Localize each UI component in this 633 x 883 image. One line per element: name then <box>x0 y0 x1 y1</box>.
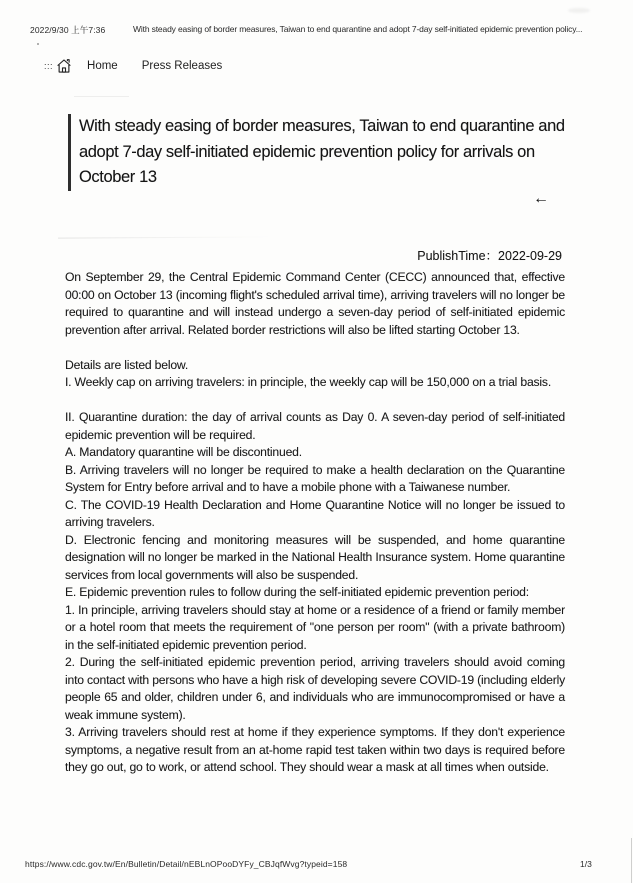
scan-artifact-faintline <box>74 96 129 97</box>
article-paragraph: II. Quarantine duration: the day of arrival counts as Day 0. A seven-day period of self-initiated epidemic prevention will be required. <box>65 410 565 442</box>
source-url: https://www.cdc.gov.tw/En/Bulletin/Detail/nEBLnOPooDYFy_CBJqfWvg?typeid=158 <box>25 859 348 869</box>
article-body <box>65 269 565 777</box>
breadcrumb-item-press-releases[interactable]: Press Releases <box>141 59 223 72</box>
article-paragraph: 3. Arriving travelers should rest at home if they experience symptoms. If they don't experience symptoms, a negative result from an at-home rapid test taken within two days is required before they go out, go to work, or attend school. They should wear a mask at all times when outside. <box>65 725 565 774</box>
article-paragraph: On September 29, the Central Epidemic Command Center (CECC) announced that, effective 00:00 on October 13 (incoming flight's scheduled arrival time), arriving travelers will no longer be required to quarantine and will instead undergo a seven-day period of self-initiated epidemic prevention after arrival. Related border restrictions will also be lifted starting October 13. <box>65 270 565 337</box>
home-icon[interactable] <box>55 56 74 75</box>
publish-time: PublishTime：2022-09-29 <box>417 249 562 263</box>
article-paragraph: C. The COVID-19 Health Declaration and Home Quarantine Notice will no longer be issued to arriving travelers. <box>65 497 565 529</box>
article-paragraph: I. Weekly cap on arriving travelers: in principle, the weekly cap will be 150,000 on a trial basis. <box>65 375 552 389</box>
scan-artifact-dot <box>37 43 39 45</box>
article-paragraph: 1. In principle, arriving travelers should stay at home or a residence of a friend or family member or a hotel room that meets the requirement of "one person per room" (with a private bathroom) in the self-initiated epidemic prevention period. <box>65 602 565 652</box>
print-document-title: With steady easing of border measures, Taiwan to end quarantine and adopt 7-day self-initiated epidemic prevention policy... <box>133 24 583 34</box>
breadcrumb-item-home[interactable]: Home <box>87 59 118 72</box>
article-paragraph: B. Arriving travelers will no longer be required to make a health declaration on the Quarantine System for Entry before arrival and to have a mobile phone with a Taiwanese number. <box>65 462 565 494</box>
print-footer <box>0 855 633 883</box>
page-title: With steady easing of border measures, Taiwan to end quarantine and adopt 7-day self-initiated epidemic prevention policy for arrivals on October 13 <box>68 114 568 191</box>
back-arrow-icon[interactable]: ← <box>533 190 549 207</box>
article-paragraph: A. Mandatory quarantine will be discontinued. <box>65 445 302 459</box>
article-paragraph: D. Electronic fencing and monitoring measures will be suspended, and home quarantine designation will no longer be marked in the National Health Insurance system. Home quarantine services from local governments will also be suspended. <box>65 532 565 582</box>
article-paragraph: 2. During the self-initiated epidemic prevention period, arriving travelers should avoid coming into contact with persons who have a high risk of developing severe COVID-19 (including elderly people 65 and older, children under 6, and individuals who are immunocompromised or have a weak immune system). <box>65 655 565 722</box>
print-datetime: 2022/9/30 上午7:36 <box>30 25 106 35</box>
scan-artifact-squiggle <box>58 236 273 238</box>
accessibility-skip-marker: ::: <box>44 60 54 71</box>
article-paragraph: E. Epidemic prevention rules to follow during the self-initiated epidemic prevention period: <box>65 585 529 599</box>
print-header <box>0 24 633 38</box>
page-number: 1/3 <box>580 859 592 869</box>
article-paragraph: Details are listed below. <box>65 357 189 372</box>
scan-artifact-smudge <box>568 8 590 13</box>
breadcrumb <box>44 56 222 75</box>
